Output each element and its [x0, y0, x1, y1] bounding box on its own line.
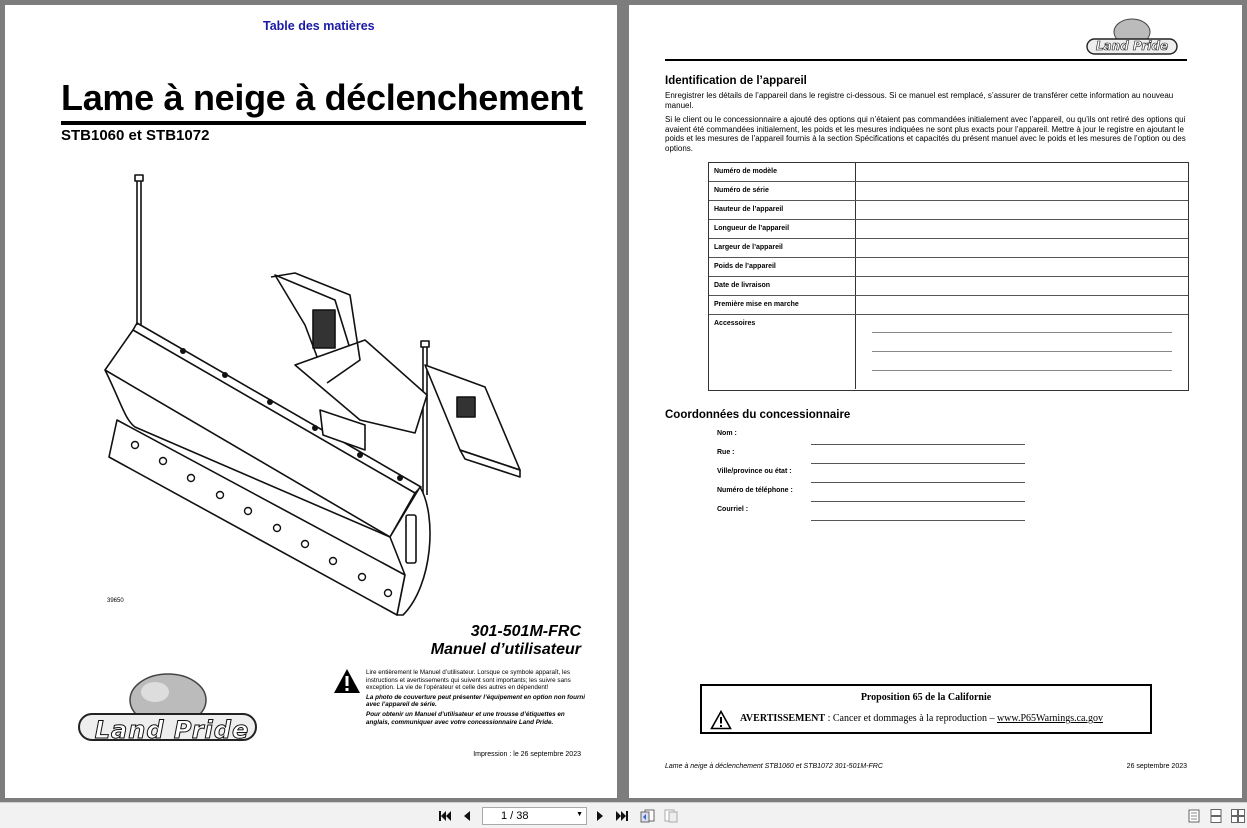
next-view-icon	[663, 808, 679, 824]
section-title-identification: Identification de l’appareil	[665, 75, 807, 87]
row-label: Première mise en marche	[709, 296, 856, 314]
table-row	[709, 163, 1188, 182]
table-row	[709, 182, 1188, 201]
safety-notice-paragraph: Lire entièrement le Manuel d’utilisateur. Lorsque ce symbole apparaît, les instructions et avertissements qui suivent sont importants; les suivre sans exception. La vie de l’opérateur et celle des autres en dépendent!	[366, 669, 571, 692]
last-page-button[interactable]	[614, 808, 630, 824]
print-date: Impression : le 26 septembre 2023	[473, 751, 581, 758]
table-row	[709, 239, 1188, 258]
row-label: Poids de l’appareil	[709, 258, 856, 276]
document-number: 301-501M-FRC	[470, 623, 581, 640]
dealer-city-label: Ville/province ou état :	[717, 468, 792, 475]
table-row	[709, 258, 1188, 277]
registry-table	[708, 162, 1189, 391]
next-page-button[interactable]	[592, 808, 608, 824]
accessory-line	[872, 351, 1172, 352]
row-label: Numéro de modèle	[709, 163, 856, 181]
options-paragraph: Si le client ou le concessionnaire a ajouté des options qui n’étaient pas commandées initialement avec l’appareil, ou qu’ils ont retiré des options qui avaient été commandées initialement, les poids et les mesures indiquées ne sont plus exacts pour l’appareil. Mettre à jour le registre en ajoutant le poids et les mesures de l’appareil fournis à la section Spécifications et capacités du présent manuel avec le poids et les mesures de l’option ou des options.	[665, 115, 1186, 153]
first-page-icon	[438, 810, 452, 822]
row-label: Date de livraison	[709, 277, 856, 295]
two-page-view-button[interactable]	[1230, 808, 1246, 824]
prop65-warning-line	[740, 713, 1103, 724]
page-number-value: 1 / 38	[501, 810, 529, 822]
page-number-select[interactable]	[482, 807, 587, 825]
accessory-line	[872, 332, 1172, 333]
pdf-viewer-toolbar	[0, 802, 1247, 828]
row-label: Numéro de série	[709, 182, 856, 200]
single-page-view-button[interactable]	[1186, 808, 1202, 824]
header-rule	[665, 59, 1187, 61]
intro-paragraph: Enregistrer les détails de l’appareil dans le registre ci-dessous. Si ce manuel est remplacé, s’assurer de transférer cette information au nouveau manuel.	[665, 91, 1174, 110]
table-row	[709, 220, 1188, 239]
dealer-phone-label: Numéro de téléphone :	[717, 487, 793, 494]
section-title-dealer: Coordonnées du concessionnaire	[665, 409, 851, 421]
row-label: Longueur de l’appareil	[709, 220, 856, 238]
previous-view-icon	[640, 808, 656, 824]
dealer-name-line	[811, 444, 1025, 445]
single-page-icon	[1188, 809, 1200, 823]
dealer-name-label: Nom :	[717, 430, 737, 437]
dealer-email-line	[811, 520, 1025, 521]
prop65-text: : Cancer et dommages à la reproduction –	[825, 713, 997, 724]
page-title: Lame à neige à déclenchement	[61, 77, 583, 118]
continuous-page-icon	[1210, 809, 1222, 823]
continuous-view-button[interactable]	[1208, 808, 1224, 824]
previous-page-button[interactable]	[459, 808, 475, 824]
two-page-icon	[1231, 809, 1245, 823]
prop65-label: AVERTISSEMENT	[740, 713, 826, 724]
go-back-view-button[interactable]	[640, 808, 656, 824]
dealer-street-label: Rue :	[717, 449, 735, 456]
safety-notice	[366, 669, 586, 728]
last-page-icon	[615, 810, 629, 822]
document-title: Manuel d’utilisateur	[430, 641, 581, 658]
page-subtitle: STB1060 et STB1072	[61, 127, 210, 144]
footer-document-title: Lame à neige à déclenchement STB1060 et STB1072 301-501M-FRC	[665, 763, 883, 770]
dealer-phone-line	[811, 501, 1025, 502]
table-of-contents-link[interactable]: Table des matières	[263, 19, 375, 33]
prop65-title: Proposition 65 de la Californie	[860, 692, 992, 703]
row-label: Largeur de l’appareil	[709, 239, 856, 257]
identification-page	[629, 5, 1242, 798]
accessory-line	[872, 370, 1172, 371]
dealer-street-line	[811, 463, 1025, 464]
next-page-icon	[595, 810, 605, 822]
cover-page	[5, 5, 617, 798]
footer-date: 26 septembre 2023	[1126, 763, 1187, 770]
first-page-button[interactable]	[437, 808, 453, 824]
table-row	[709, 277, 1188, 296]
english-manual-note: Pour obtenir un Manuel d’utilisateur et une trousse d’étiquettes en anglais, communiquer avec votre concessionnaire Land Pride.	[366, 710, 565, 726]
table-row	[709, 315, 1188, 389]
logo-wordmark: Land Pride	[1095, 39, 1169, 53]
dealer-city-line	[811, 482, 1025, 483]
chevron-down-icon: ▼	[576, 811, 583, 818]
row-label: Hauteur de l’appareil	[709, 201, 856, 219]
figure-number: 39650	[107, 598, 124, 604]
table-row	[709, 296, 1188, 315]
cover-photo-note: La photo de couverture peut présenter l’équipement en option non fourni avec l’appareil de série.	[366, 693, 586, 709]
dealer-email-label: Courriel :	[717, 506, 749, 513]
go-forward-view-button[interactable]	[663, 808, 679, 824]
prop65-warning-box	[700, 684, 1152, 734]
row-label: Accessoires	[709, 315, 856, 389]
table-row	[709, 201, 1188, 220]
warning-triangle-icon	[710, 710, 732, 730]
title-rule	[61, 121, 586, 125]
previous-page-icon	[462, 810, 472, 822]
warning-triangle-icon	[333, 668, 361, 694]
snow-blade-illustration	[65, 165, 565, 625]
prop65-link[interactable]: www.P65Warnings.ca.gov	[996, 713, 1103, 724]
logo-wordmark: Land Pride	[94, 716, 250, 744]
